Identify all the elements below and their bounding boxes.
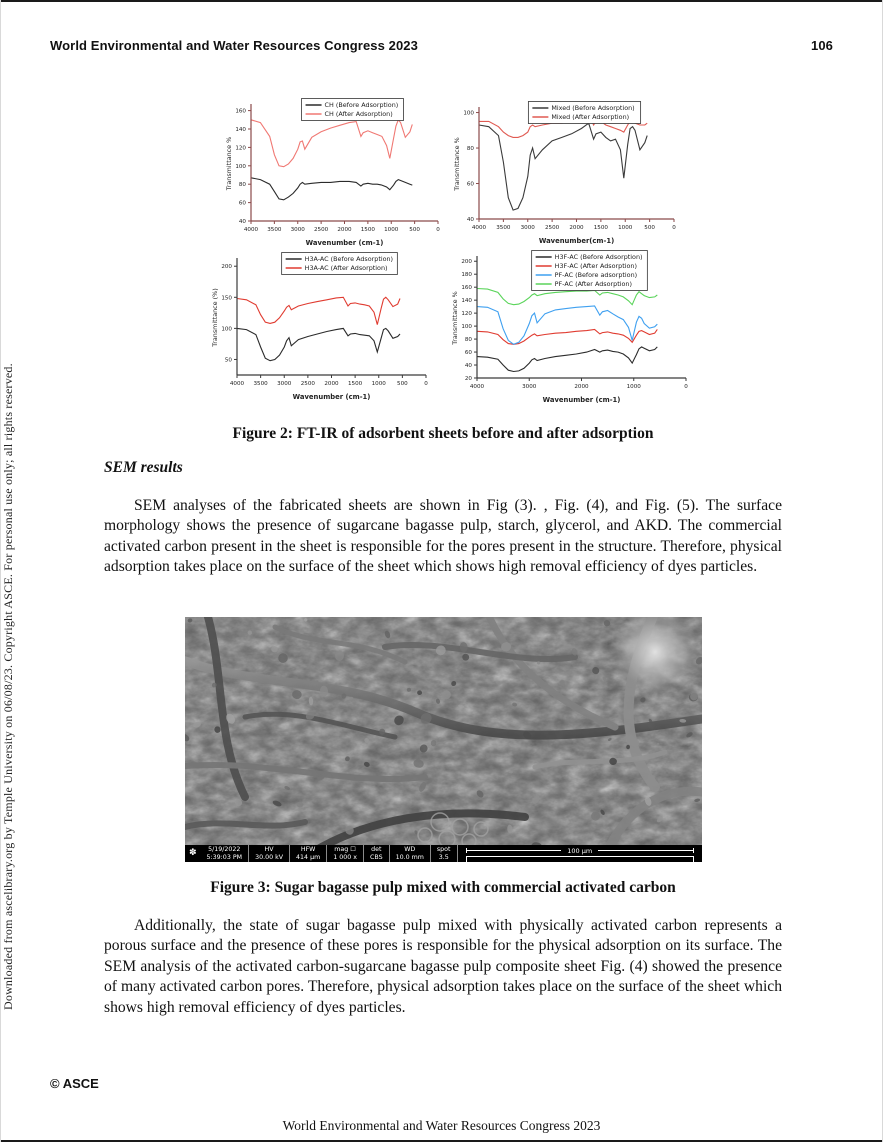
- sem-meta-label: WD: [404, 846, 416, 853]
- series-line: [237, 297, 400, 324]
- series-line: [477, 306, 657, 344]
- x-tick-label: 1000: [384, 227, 399, 233]
- y-tick-label: 80: [464, 337, 472, 344]
- x-tick-label: 2500: [545, 225, 560, 231]
- sem-meta-value: 10.0 mm: [395, 854, 424, 861]
- sem-paragraph-2: Additionally, the state of sugar bagasse pulp mixed with physically activated carbon represents a porous surface and the presence of these pores is responsible for the physical adsorption on its surface. The SEM analysis of the activated carbon-sugarcane bagasse pulp composite sheet Fig. (4) showed the presence of many activated carbon pores. Therefore, physical adsorption takes place on the surface of the sheet which shows high removal efficiency of dyes particles.: [104, 917, 782, 1016]
- y-tick-label: 80: [238, 182, 246, 189]
- y-axis-label: Transmittance %: [451, 291, 459, 345]
- x-tick-label: 3500: [267, 227, 282, 233]
- sem-meta-value: 5:39:03 PM: [206, 854, 243, 861]
- series-line: [477, 347, 657, 372]
- sem-info-bar: [185, 845, 702, 862]
- x-tick-label: 500: [397, 381, 408, 387]
- y-tick-label: 60: [238, 200, 246, 207]
- legend-entry-label: H3F-AC (After Adsorption): [554, 262, 637, 271]
- scale-line-right: [598, 850, 694, 851]
- x-axis-label: Wavenumber (cm-1): [305, 239, 384, 247]
- legend-entry-label: CH (Before Adsorption): [324, 101, 399, 110]
- sem-micrograph: [185, 617, 702, 862]
- y-tick-label: 40: [238, 219, 246, 225]
- y-tick-label: 100: [235, 163, 246, 170]
- x-tick-label: 0: [684, 384, 688, 390]
- series-line: [251, 120, 412, 167]
- y-tick-label: 60: [466, 181, 474, 188]
- x-tick-label: 1000: [618, 225, 633, 231]
- x-tick-label: 3500: [496, 225, 511, 231]
- scale-label: 100 μm: [567, 846, 593, 855]
- sem-image: [185, 617, 702, 862]
- y-tick-label: 50: [224, 357, 232, 364]
- x-tick-label: 1500: [348, 381, 363, 387]
- series-line: [477, 289, 657, 305]
- legend-entry-label: H3F-AC (Before Adsorption): [554, 253, 643, 262]
- legend-entry-label: H3A-AC (Before Adsorption): [304, 255, 394, 264]
- y-tick-label: 140: [235, 127, 246, 133]
- series-line: [237, 328, 400, 360]
- y-tick-label: 100: [461, 324, 472, 331]
- ftir-chart-h3a-ac: [210, 252, 434, 402]
- ftir-chart-mixed: [452, 101, 682, 246]
- sem-meta-value: 414 μm: [296, 854, 321, 861]
- sem-meta-field: [389, 845, 430, 862]
- x-axis-label: Wavenumber (cm-1): [292, 393, 371, 401]
- y-tick-label: 40: [466, 217, 474, 223]
- legend-entry-label: CH (After Adsorption): [324, 110, 393, 119]
- x-tick-label: 4000: [469, 384, 485, 390]
- page-number: 106: [811, 38, 833, 53]
- asce-copyright: © ASCE: [50, 1076, 99, 1091]
- x-tick-label: 3500: [253, 381, 268, 387]
- sem-scale-bar: [457, 845, 703, 862]
- ftir-chart-h3f-pf-ac: [450, 250, 694, 405]
- sem-meta-label: det: [371, 846, 382, 853]
- y-axis-label: Transmittance %: [453, 137, 461, 191]
- x-tick-label: 3000: [520, 225, 535, 231]
- y-tick-label: 80: [466, 146, 474, 153]
- y-tick-label: 60: [464, 350, 472, 357]
- y-tick-label: 120: [461, 311, 472, 318]
- series-line: [479, 123, 647, 210]
- y-tick-label: 180: [461, 272, 472, 279]
- y-tick-label: 40: [464, 363, 472, 370]
- y-tick-label: 20: [464, 376, 472, 382]
- x-tick-label: 4000: [471, 225, 487, 231]
- sem-meta-label: mag ☐: [334, 846, 356, 853]
- sem-meta-value: CBS: [369, 854, 383, 861]
- x-tick-label: 500: [409, 227, 420, 233]
- y-tick-label: 200: [461, 259, 472, 266]
- y-tick-label: 120: [235, 145, 246, 152]
- x-tick-label: 3000: [277, 381, 292, 387]
- microscope-logo-icon: ✽: [189, 848, 197, 858]
- series-line: [251, 178, 412, 200]
- figure2-charts: [0, 95, 883, 407]
- legend-entry-label: H3A-AC (After Adsorption): [304, 264, 388, 273]
- y-tick-label: 100: [221, 326, 232, 333]
- sem-metadata-fields: [201, 845, 457, 862]
- x-tick-label: 2500: [300, 381, 315, 387]
- sem-meta-label: 5/19/2022: [208, 846, 241, 853]
- x-tick-label: 1500: [360, 227, 375, 233]
- x-tick-label: 2000: [574, 384, 589, 390]
- x-tick-label: 0: [436, 227, 440, 233]
- page-top-rule: [0, 0, 883, 2]
- sem-meta-label: HV: [264, 846, 274, 853]
- x-tick-label: 4000: [243, 227, 259, 233]
- running-footer-title: World Environmental and Water Resources Congress 2023: [282, 1118, 601, 1133]
- download-attribution-sidebar: Downloaded from ascelibrary.org by Temple University on 06/08/23. Copyright ASCE. For personal use only; all rights reserved.: [1, 363, 15, 1010]
- sem-meta-value: 1 000 x: [333, 854, 357, 861]
- sem-meta-field: [201, 845, 249, 862]
- y-tick-label: 200: [221, 264, 232, 271]
- sem-meta-value: 3.5: [438, 854, 449, 861]
- page-header: [50, 38, 833, 53]
- sem-paragraph-1: SEM analyses of the fabricated sheets are shown in Fig (3). , Fig. (4), and Fig. (5). The surface morphology shows the presence of sugarcane bagasse pulp, starch, glycerol, and AKD. The commercial activated carbon present in the sheet is responsible for the pores present in the structure. Therefore, physical adsorption takes place on the surface of the sheet which shows high removal efficiency of dyes particles.: [104, 497, 782, 576]
- y-tick-label: 150: [221, 295, 232, 302]
- x-tick-label: 4000: [229, 381, 245, 387]
- sem-meta-field: [248, 845, 289, 862]
- sem-meta-field: [326, 845, 363, 862]
- x-tick-label: 2500: [314, 227, 329, 233]
- x-tick-label: 500: [644, 225, 655, 231]
- sem-results-heading: SEM results: [104, 459, 183, 476]
- ftir-chart-ch: [224, 98, 446, 248]
- x-tick-label: 2000: [569, 225, 584, 231]
- sem-meta-field: [363, 845, 389, 862]
- scale-line-left: [466, 850, 562, 851]
- sem-meta-label: spot: [436, 846, 451, 853]
- sem-meta-value: 30.00 kV: [255, 854, 284, 861]
- y-tick-label: 160: [461, 285, 472, 292]
- x-tick-label: 1000: [626, 384, 641, 390]
- y-axis-label: Transmittance (%): [211, 288, 219, 347]
- figure2-caption: Figure 2: FT-IR of adsorbent sheets before and after adsorption: [232, 425, 654, 442]
- y-tick-label: 160: [235, 108, 246, 115]
- x-tick-label: 1000: [371, 381, 386, 387]
- legend-entry-label: PF-AC (After Adsorption): [554, 280, 632, 289]
- scale-annotation-box: [466, 856, 695, 862]
- legend-entry-label: Mixed (Before Adsorption): [551, 104, 635, 113]
- x-tick-label: 3000: [522, 384, 537, 390]
- legend-entry-label: PF-AC (Before adsorption): [554, 271, 638, 280]
- y-tick-label: 100: [463, 110, 474, 117]
- x-tick-label: 3000: [290, 227, 305, 233]
- x-tick-label: 0: [672, 225, 676, 231]
- x-axis-label: Wavenumber (cm-1): [542, 396, 621, 404]
- x-axis-label: Wavenumber(cm-1): [538, 237, 615, 245]
- x-tick-label: 2000: [337, 227, 352, 233]
- figure3-caption: Figure 3: Sugar bagasse pulp mixed with commercial activated carbon: [210, 879, 676, 896]
- y-tick-label: 140: [461, 298, 472, 305]
- running-head-title: World Environmental and Water Resources Congress 2023: [50, 38, 418, 53]
- x-tick-label: 0: [424, 381, 428, 387]
- sem-meta-label: HFW: [300, 846, 316, 853]
- sem-meta-field: [430, 845, 457, 862]
- legend-entry-label: Mixed (After Adsorption): [551, 113, 630, 122]
- sem-meta-field: [289, 845, 326, 862]
- x-tick-label: 2000: [324, 381, 339, 387]
- y-axis-label: Transmittance %: [225, 136, 233, 191]
- x-tick-label: 1500: [593, 225, 608, 231]
